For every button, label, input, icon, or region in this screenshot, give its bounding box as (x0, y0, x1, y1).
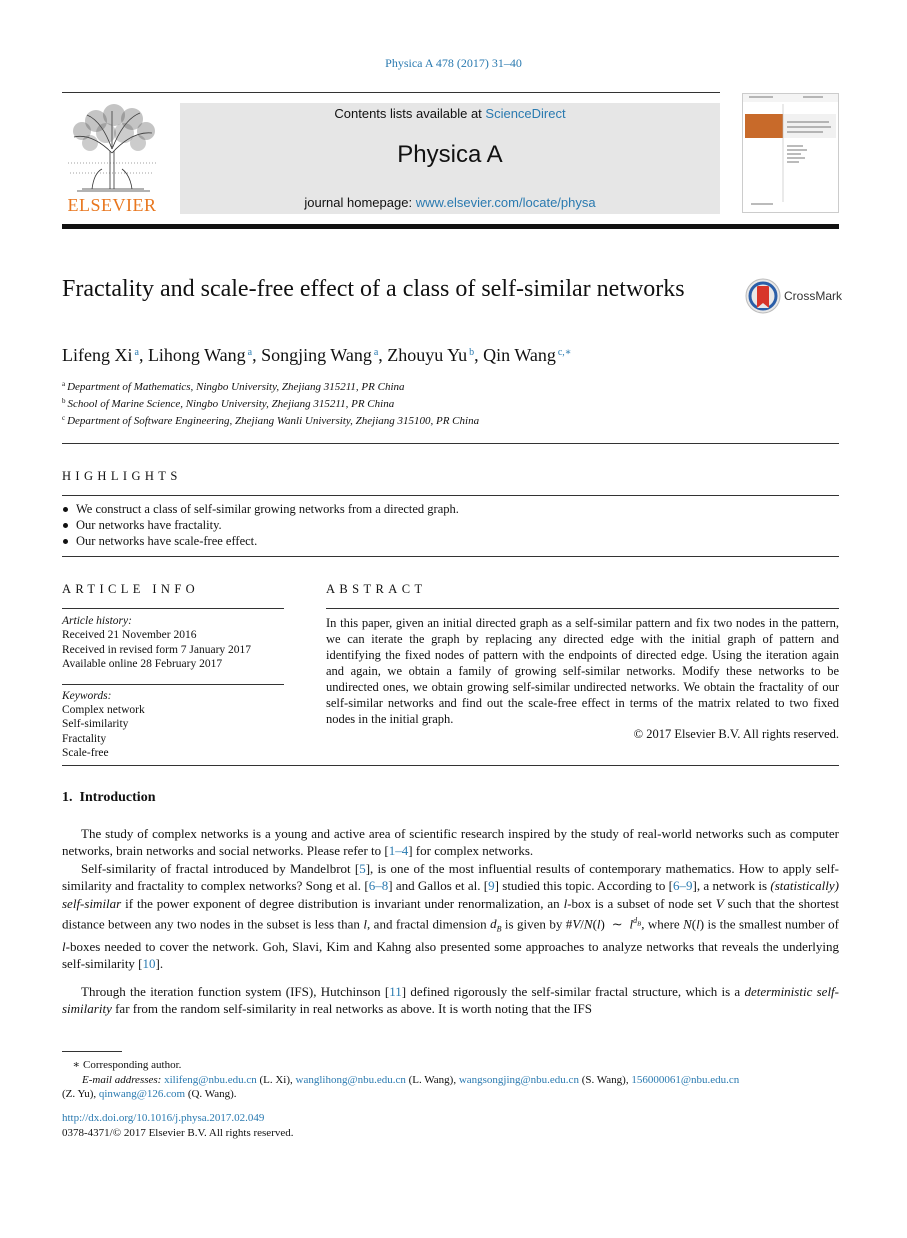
article-info-heading: ARTICLE INFO (62, 582, 200, 596)
publisher-name: ELSEVIER (67, 195, 157, 215)
keyword: Self-similarity (62, 718, 129, 730)
issn-copyright: 0378-4371/© 2017 Elsevier B.V. All rights reserved. (62, 1127, 294, 1139)
bullet-icon (63, 523, 68, 528)
affiliation-link[interactable]: a (373, 347, 379, 358)
homepage-line (180, 195, 720, 210)
email-line-continued: (Z. Yu), qinwang@126.com (Q. Wang). (62, 1088, 237, 1100)
author: Songjing Wang $^a$, (261, 345, 388, 365)
citation-link[interactable]: 9 (488, 878, 495, 894)
homepage-prefix: journal homepage: (304, 195, 416, 210)
crossmark-label: CrossMark (784, 289, 843, 303)
divider (62, 608, 284, 609)
author: Qin Wang $^{c,∗}$ (483, 345, 572, 365)
abstract-heading: ABSTRACT (326, 582, 427, 596)
intro-paragraph-1: The study of complex networks is a young and active area of scientific research inspired by the study of real-world networks such as computer networks, brain networks and social networks. Please refer to [1–4] for complex networks. (62, 826, 839, 859)
author: Zhouyu Yu $^b$, (387, 345, 484, 365)
journal-citation[interactable]: Physica A 478 (2017) 31–40 (385, 56, 522, 70)
corresponding-author-note: ∗ Corresponding author. (72, 1059, 182, 1071)
affiliation: $^a$ Department of Mathematics, Ningbo University, Zhejiang 315211, PR China (62, 380, 405, 393)
email-link[interactable]: qinwang@126.com (98, 1088, 186, 1100)
header-rule (62, 92, 720, 93)
journal-cover-thumbnail[interactable] (742, 93, 839, 213)
article-title: Fractality and scale-free effect of a class of self-similar networks (62, 276, 685, 302)
affiliation-link[interactable]: a (247, 347, 253, 358)
affiliation-link[interactable]: c,∗ (557, 347, 572, 358)
abstract-copyright: © 2017 Elsevier B.V. All rights reserved. (633, 727, 839, 741)
divider (62, 765, 839, 766)
highlight-item: Our networks have fractality. (62, 518, 222, 533)
email-link[interactable]: wanglihong@nbu.edu.cn (295, 1074, 406, 1086)
author: Lifeng Xi $^a$, (62, 345, 148, 365)
homepage-link[interactable]: www.elsevier.com/locate/physa (415, 195, 596, 210)
email-link[interactable]: 156000061@nbu.edu.cn (631, 1074, 740, 1086)
highlight-item: Our networks have scale-free effect. (62, 534, 257, 549)
footnote-rule (62, 1051, 122, 1052)
author-list (62, 345, 572, 366)
elsevier-logo (62, 103, 162, 215)
header-thick-rule (62, 224, 839, 229)
intro-paragraph-3: Through the iteration function system (IFS), Hutchinson [11] defined rigorously the self-similar fractal structure, which is a deterministic self-similarity far from the random self-similarity in real networks as above. It is worth noting that the IFS (62, 984, 839, 1017)
doi-url[interactable]: http://dx.doi.org/10.1016/j.physa.2017.02.049 (62, 1112, 265, 1124)
citation-link[interactable]: 5 (359, 861, 366, 876)
contents-line (180, 106, 720, 121)
doi-link[interactable] (62, 1111, 264, 1125)
keyword: Fractality (62, 733, 107, 745)
citation-link[interactable]: 11 (389, 984, 402, 999)
journal-cover-icon (743, 94, 838, 212)
email-line: E-mail addresses: xilifeng@nbu.edu.cn (L. Xi), wanglihong@nbu.edu.cn (L. Wang), wangsongjing@nbu.edu.cn (S. Wang), 156000061@nbu.edu.cn (82, 1074, 740, 1086)
history-received: Received 21 November 2016 (62, 629, 197, 641)
bullet-icon (63, 539, 68, 544)
keyword: Complex network (62, 704, 145, 716)
history-online: Available online 28 February 2017 (62, 658, 223, 670)
crossmark-badge[interactable] (745, 277, 845, 315)
crossmark-icon (745, 277, 783, 315)
keyword: Scale-free (62, 747, 109, 759)
highlights-heading: HIGHLIGHTS (62, 469, 182, 483)
sciencedirect-link[interactable]: ScienceDirect (485, 106, 566, 121)
divider (62, 684, 284, 685)
contents-prefix: Contents lists available at (334, 106, 486, 121)
citation-link[interactable]: 6–8 (368, 878, 389, 894)
affiliation: $^c$ Department of Software Engineering, Zhejiang Wanli University, Zhejiang 315100, PR China (62, 414, 480, 427)
citation-link[interactable]: 1–4 (388, 843, 409, 859)
email-link[interactable]: wangsongjing@nbu.edu.cn (458, 1074, 579, 1086)
intro-paragraph-2: Self-similarity of fractal introduced by Mandelbrot [5], is one of the most influential results of contemporary mathematics. How to apply self-similarity and fractality to complex networks? Song et al. [6–8] and Gallos et al. [9] studied this topic. According to [6–9], a network is (statistically) self-similar if the power exponent of degree distribution is invariant under renormalization, an l-box is a subset of node set V such that the shortest distance between any two nodes in the subset is less than l, and fractal dimension $d_B$ is given by #V/N(l) ∼ $l^{d_B}$, where N(l) is the smallest number of l-boxes needed to cover the network. Goh, Slavi, Kim and Kahng also presented some approaches to analyze networks that reveals the underlying self-similarity [10]. (62, 861, 840, 972)
author: Lihong Wang $^a$, (147, 345, 262, 365)
keywords-label: Keywords: (62, 690, 112, 702)
affiliation-link[interactable]: a (134, 347, 139, 358)
history-revised: Received in revised form 7 January 2017 (62, 644, 252, 656)
citation-link[interactable]: 10 (142, 956, 156, 972)
affiliation: $^b$ School of Marine Science, Ningbo University, Zhejiang 315211, PR China (62, 397, 395, 410)
journal-name: Physica A (397, 141, 503, 168)
journal-banner (180, 103, 720, 214)
email-link[interactable]: xilifeng@nbu.edu.cn (164, 1074, 257, 1086)
divider (62, 443, 839, 444)
history-label: Article history: (62, 615, 132, 627)
divider (62, 495, 839, 496)
citation-link[interactable]: 6–9 (673, 878, 693, 894)
abstract-text: In this paper, given an initial directed graph as a self-similar pattern and fix two nodes in the pattern, we can iterate the graph by replacing any directed edge with the initial graph of pattern and identifying the fixed nodes of pattern with the endpoints of directed edge. Using the iteration again and again, we obtain a family of growing self-similar networks. Modify these networks to be undirected ones, we obtain growing self-similar undirected networks. We obtain the fractality of our self-similar networks and find out the scale-free effect in terms of the matrix related to two fixed nodes in the initial graph. (326, 616, 839, 726)
bullet-icon (63, 507, 68, 512)
divider (62, 556, 839, 557)
divider (326, 608, 839, 609)
affiliation-link[interactable]: b (469, 347, 475, 358)
section-heading: 1. Introduction (62, 790, 156, 805)
highlight-item: We construct a class of self-similar growing networks from a directed graph. (62, 502, 459, 517)
